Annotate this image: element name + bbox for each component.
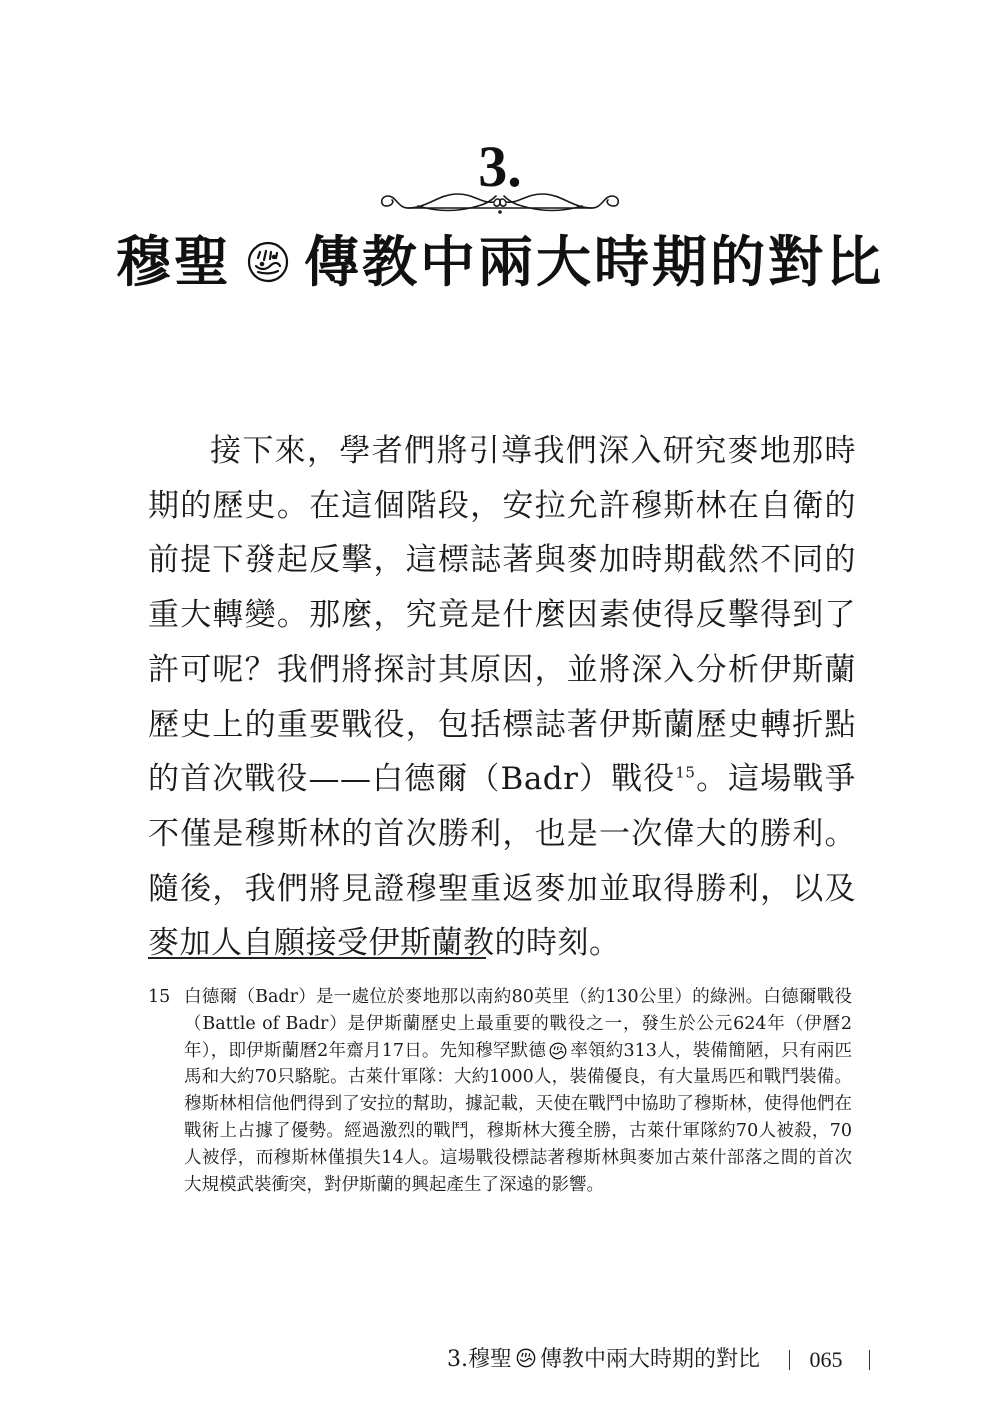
chapter-title xyxy=(0,222,1000,302)
page-number-separator-right xyxy=(869,1350,870,1370)
page-number-separator-left xyxy=(789,1350,790,1370)
body-paragraph xyxy=(148,424,856,971)
body-text-part2: 。這場戰爭不僅是穆斯林的首次勝利，也是一次偉大的勝利。隨後，我們將見證穆聖重返麥加並取得勝利，以及麥加人自願接受伊斯蘭教的時刻。 xyxy=(148,761,856,962)
page-number: 065 xyxy=(809,1347,843,1372)
salawat-calligraphy-icon xyxy=(246,240,290,284)
running-footer xyxy=(400,1343,870,1377)
footnote xyxy=(148,984,852,1198)
scroll-flourish-divider-icon xyxy=(378,186,622,220)
salawat-calligraphy-icon xyxy=(516,1348,536,1368)
footnote-text xyxy=(184,984,852,1198)
chapter-title-after: 傳教中兩大時期的對比 xyxy=(304,230,885,294)
footnote-reference: 15 xyxy=(675,763,696,782)
running-title xyxy=(447,1343,760,1377)
footnote-text-after: 率領約313人，裝備簡陋，只有兩匹馬和大約70只駱駝。古萊什軍隊：大約1000人，裝備優良，有大量馬匹和戰鬥裝備。穆斯林相信他們得到了安拉的幫助，據記載，天使在戰鬥中協助了穆斯林，使得他們在戰術上占據了優勢。經過激烈的戰鬥，穆斯林大獲全勝，古萊什軍隊約70人被殺，70人被俘，而穆斯林僅損失14人。這場戰役標誌著穆斯林與麥加古萊什部落之間的首次大規模武裝衝突，對伊斯蘭的興起產生了深遠的影響。 xyxy=(184,1040,852,1195)
footnote-text-before: 白德爾（Badr）是一處位於麥地那以南約80英里（約130公里）的綠洲。白德爾戰役（Battle of Badr）是伊斯蘭歷史上最重要的戰役之一，發生於公元624年（伊曆2年），即伊斯蘭曆2年齋月17日。先知穆罕默德 xyxy=(184,987,852,1061)
running-title-before: 3.穆聖 xyxy=(446,1347,512,1372)
body-text-part1: 接下來，學者們將引導我們深入研究麥地那時期的歷史。在這個階段，安拉允許穆斯林在自衛的前提下發起反擊，這標誌著與麥加時期截然不同的重大轉變。那麼，究竟是什麼因素使得反擊得到了許可呢？我們將探討其原因，並將深入分析伊斯蘭歷史上的重要戰役，包括標誌著伊斯蘭歷史轉折點的首次戰役——白德爾（Badr）戰役 xyxy=(148,433,856,798)
footnote-divider xyxy=(148,957,486,959)
chapter-title-before: 穆聖 xyxy=(115,230,232,294)
chapter-number: 3. xyxy=(478,134,522,199)
running-title-after: 傳教中兩大時期的對比 xyxy=(539,1347,760,1372)
salawat-calligraphy-icon xyxy=(549,1042,567,1060)
footnote-number: 15 xyxy=(148,987,171,1007)
